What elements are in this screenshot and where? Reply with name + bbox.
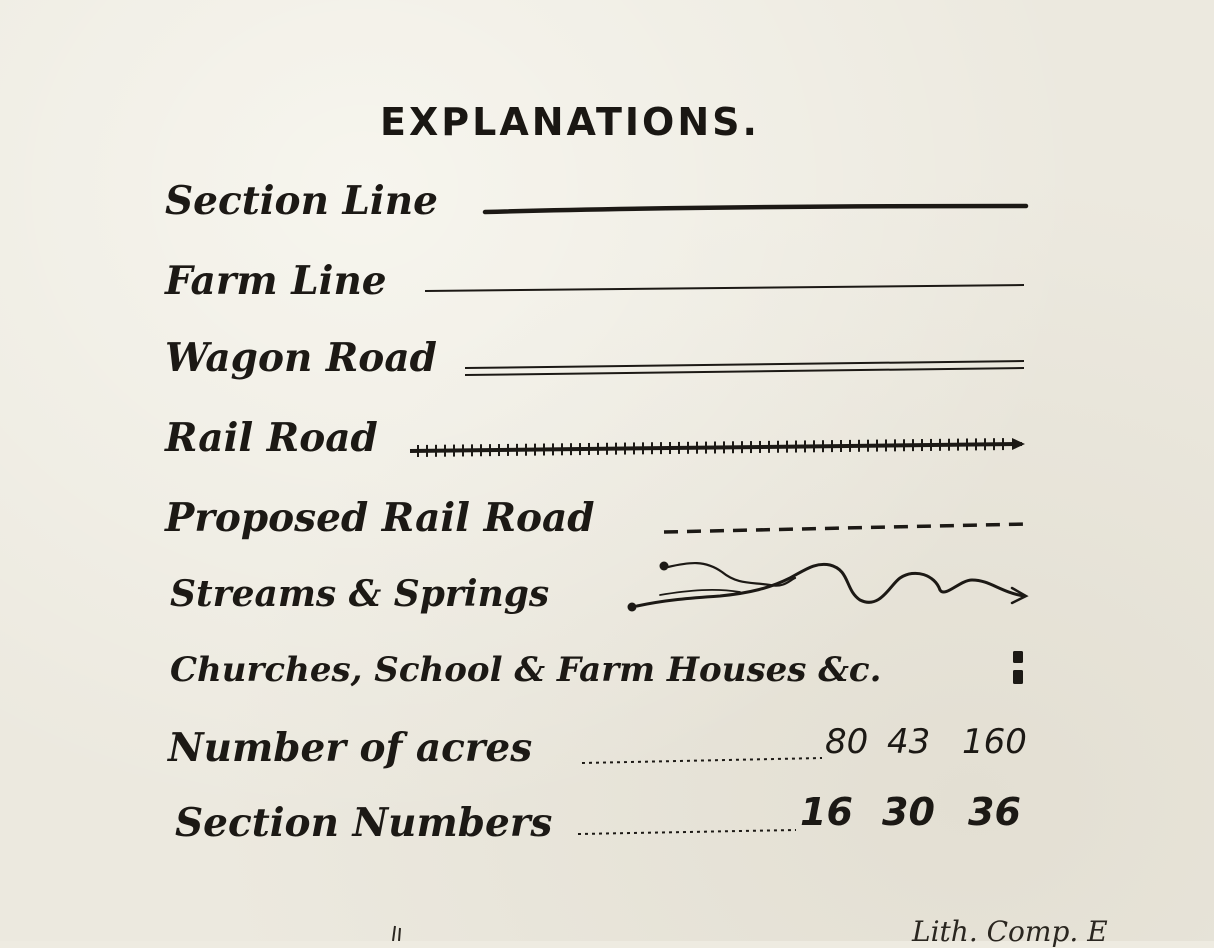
label-acres: Number of acres: [168, 725, 533, 771]
label-farm-line: Farm Line: [165, 258, 387, 304]
section-number-2: 30: [882, 790, 935, 834]
section-number-3: 36: [968, 790, 1021, 834]
label-wagon-road: Wagon Road: [165, 335, 437, 381]
stream-symbol: [628, 562, 1027, 612]
building-symbol: [1013, 651, 1023, 684]
label-section-line: Section Line: [165, 178, 438, 224]
proposed-rail-road-symbol: [664, 524, 1026, 532]
rail-road-symbol: [410, 438, 1025, 457]
section-numbers-leader: [578, 830, 796, 834]
label-proposed-rail-road: Proposed Rail Road: [165, 495, 595, 541]
label-rail-road: Rail Road: [165, 415, 378, 461]
farm-line-symbol: [425, 285, 1024, 291]
section-line-symbol: [485, 206, 1026, 212]
label-section-numbers: Section Numbers: [175, 800, 553, 846]
legend-title: EXPLANATIONS.: [380, 100, 760, 144]
section-number-1: 16: [800, 790, 853, 834]
acres-value-1: 80: [825, 722, 869, 762]
label-streams-springs: Streams & Springs: [170, 573, 550, 615]
bottom-fragment-left: [393, 926, 400, 941]
footer-lithographer-mark: Lith. Comp. E: [912, 915, 1108, 948]
acres-leader: [582, 758, 822, 763]
acres-value-3: 160: [962, 722, 1027, 762]
wagon-road-symbol: [465, 361, 1024, 375]
acres-value-2: 43: [887, 722, 931, 762]
label-churches: Churches, School & Farm Houses &c.: [170, 650, 882, 690]
